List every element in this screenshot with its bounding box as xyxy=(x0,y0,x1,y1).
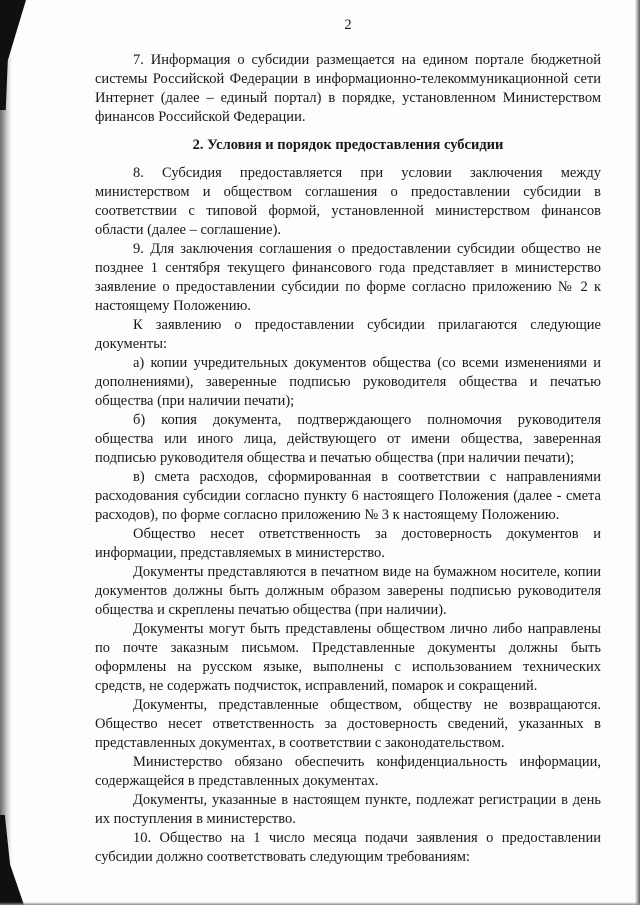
paragraph-item-b: б) копия документа, подтверждающего полномочия руководителя общества или иного лица, действующего от имени общества, заверенная подписью руководителя общества и печатью общества (при наличии печати); xyxy=(95,412,601,466)
paragraph-submission: Документы могут быть представлены обществом лично либо направлены по почте заказным письмом. Представленные документы должны быть оформлены на русском языке, выполнены с использованием технических средств, не содержать подчисток, исправлений, помарок и сокращений. xyxy=(95,621,601,694)
scan-artifact-left-edge xyxy=(0,0,12,905)
paragraph-10: 10. Общество на 1 число месяца подачи заявления о предоставлении субсидии должно соответствовать следующим требованиям: xyxy=(95,830,601,865)
paragraph-application-docs: К заявлению о предоставлении субсидии прилагаются следующие документы: xyxy=(95,317,601,352)
paragraph-responsibility: Общество несет ответственность за достоверность документов и информации, представляемых в министерство. xyxy=(95,526,601,561)
scan-artifact-top-left xyxy=(0,0,26,110)
paragraph-confidentiality: Министерство обязано обеспечить конфиденциальность информации, содержащейся в представленных документах. xyxy=(95,754,601,789)
scan-artifact-right-edge xyxy=(635,0,640,905)
paragraph-item-a: а) копии учредительных документов общества (со всеми изменениями и дополнениями), заверенные подписью руководителя общества и печатью общества (при наличии печати); xyxy=(95,355,601,409)
paragraph-no-return: Документы, представленные обществом, обществу не возвращаются. Общество несет ответственность за достоверность сведений, указанных в представленных документах, в соответствии с законодательством. xyxy=(95,697,601,751)
scan-artifact-bottom-left xyxy=(0,815,24,905)
paragraph-7: 7. Информация о субсидии размещается на едином портале бюджетной системы Российской Федерации в информационно-телекоммуникационной сети Интернет (далее – единый портал) в порядке, установленном Министерством финансов Российской Федерации. xyxy=(95,52,601,125)
paragraph-item-v: в) смета расходов, сформированная в соответствии с направлениями расходования субсидии согласно пункту 6 настоящего Положения (далее - смета расходов), по форме согласно приложению № 3 к настоящему Положению. xyxy=(95,469,601,523)
paragraph-print-form: Документы представляются в печатном виде на бумажном носителе, копии документов должны быть должным образом заверены подписью руководителя общества и скреплены печатью общества (при наличии). xyxy=(95,564,601,618)
page-content xyxy=(95,16,601,867)
paragraph-9: 9. Для заключения соглашения о предоставлении субсидии общество не позднее 1 сентября текущего финансового года представляет в министерство заявление о предоставлении субсидии по форме согласно приложению № 2 к настоящему Положению. xyxy=(95,241,601,314)
page-number: 2 xyxy=(344,17,352,33)
paragraph-registration: Документы, указанные в настоящем пункте, подлежат регистрации в день их поступления в министерство. xyxy=(95,792,601,827)
section-heading: 2. Условия и порядок предоставления субсидии xyxy=(192,137,504,153)
paragraph-8: 8. Субсидия предоставляется при условии заключения между министерством и обществом соглашения о предоставлении субсидии в соответствии с типовой формой, установленной министерством финансов области (далее – соглашение). xyxy=(95,165,601,238)
